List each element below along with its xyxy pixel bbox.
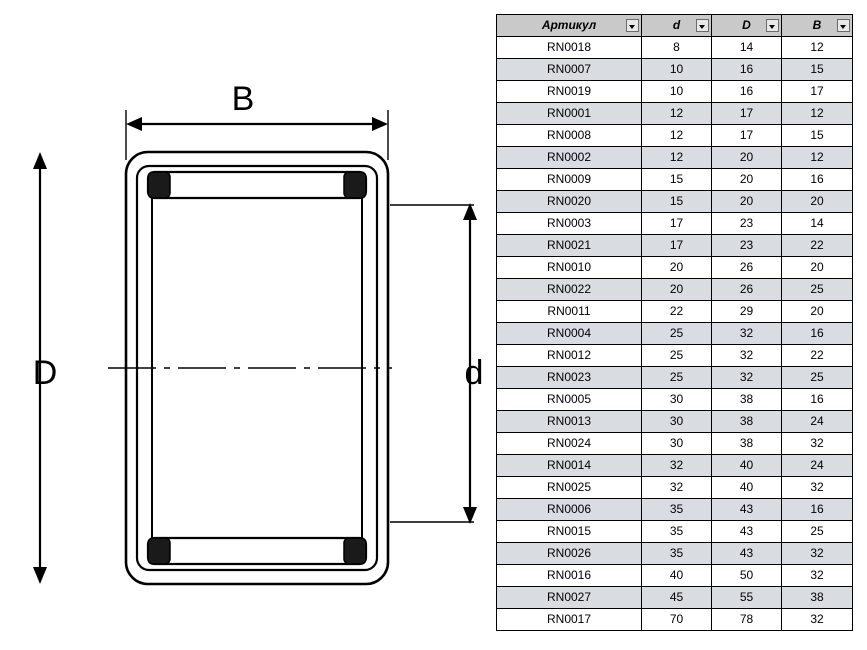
cell-article: RN0015 xyxy=(497,521,642,543)
cell-article: RN0021 xyxy=(497,235,642,257)
table-row[interactable] xyxy=(497,543,853,565)
filter-dropdown-icon-article[interactable] xyxy=(626,19,639,32)
cell-d: 20 xyxy=(642,257,712,279)
cell-B: 32 xyxy=(782,433,853,455)
cell-B: 12 xyxy=(782,37,853,59)
cell-B: 12 xyxy=(782,103,853,125)
column-header-B-label: B xyxy=(812,18,822,32)
cell-B: 25 xyxy=(782,279,853,301)
table-row[interactable] xyxy=(497,213,853,235)
column-header-B[interactable] xyxy=(782,15,853,37)
cell-d: 70 xyxy=(642,609,712,631)
cell-article: RN0017 xyxy=(497,609,642,631)
cell-d: 40 xyxy=(642,565,712,587)
column-header-d-label: d xyxy=(672,18,681,32)
cell-article: RN0002 xyxy=(497,147,642,169)
table-row[interactable] xyxy=(497,169,853,191)
cell-B: 25 xyxy=(782,521,853,543)
cell-article: RN0025 xyxy=(497,477,642,499)
cell-B: 24 xyxy=(782,411,853,433)
table-row[interactable] xyxy=(497,587,853,609)
label-d: d xyxy=(464,354,484,392)
table-row[interactable] xyxy=(497,477,853,499)
table-row[interactable] xyxy=(497,279,853,301)
cell-article: RN0013 xyxy=(497,411,642,433)
cell-article: RN0019 xyxy=(497,81,642,103)
cell-d: 35 xyxy=(642,521,712,543)
cell-D: 16 xyxy=(712,81,782,103)
cell-article: RN0008 xyxy=(497,125,642,147)
cell-article: RN0003 xyxy=(497,213,642,235)
cell-D: 43 xyxy=(712,521,782,543)
cell-B: 16 xyxy=(782,499,853,521)
cell-article: RN0014 xyxy=(497,455,642,477)
roller-bottom-left-end xyxy=(148,538,170,564)
table-row[interactable] xyxy=(497,411,853,433)
cell-d: 20 xyxy=(642,279,712,301)
cell-D: 26 xyxy=(712,257,782,279)
table-row[interactable] xyxy=(497,323,853,345)
table-row[interactable] xyxy=(497,521,853,543)
table-row[interactable] xyxy=(497,257,853,279)
cell-d: 25 xyxy=(642,345,712,367)
cell-d: 15 xyxy=(642,191,712,213)
cell-B: 20 xyxy=(782,301,853,323)
column-header-D[interactable] xyxy=(712,15,782,37)
roller-bottom xyxy=(148,538,366,564)
table-header xyxy=(497,15,853,37)
cell-article: RN0006 xyxy=(497,499,642,521)
label-D: D xyxy=(32,354,58,392)
table-row[interactable] xyxy=(497,455,853,477)
cell-D: 32 xyxy=(712,367,782,389)
table-row[interactable] xyxy=(497,147,853,169)
cell-D: 20 xyxy=(712,169,782,191)
cell-B: 24 xyxy=(782,455,853,477)
cell-B: 25 xyxy=(782,367,853,389)
cell-d: 30 xyxy=(642,389,712,411)
cell-article: RN0027 xyxy=(497,587,642,609)
cell-B: 22 xyxy=(782,345,853,367)
roller-top-left-end xyxy=(148,172,170,198)
cell-B: 14 xyxy=(782,213,853,235)
cell-B: 17 xyxy=(782,81,853,103)
cell-D: 20 xyxy=(712,191,782,213)
cell-B: 32 xyxy=(782,609,853,631)
table-row[interactable] xyxy=(497,125,853,147)
roller-top-right-end xyxy=(344,172,366,198)
spec-table-container xyxy=(496,14,852,631)
cell-D: 78 xyxy=(712,609,782,631)
cell-B: 15 xyxy=(782,125,853,147)
table-row[interactable] xyxy=(497,301,853,323)
filter-dropdown-icon-d[interactable] xyxy=(696,19,709,32)
cell-d: 25 xyxy=(642,367,712,389)
label-B: B xyxy=(231,80,255,118)
cell-d: 15 xyxy=(642,169,712,191)
cell-d: 12 xyxy=(642,103,712,125)
cell-article: RN0007 xyxy=(497,59,642,81)
cell-article: RN0020 xyxy=(497,191,642,213)
cell-d: 35 xyxy=(642,499,712,521)
roller-bottom-right-end xyxy=(344,538,366,564)
cell-d: 17 xyxy=(642,213,712,235)
cell-B: 16 xyxy=(782,389,853,411)
table-row[interactable] xyxy=(497,81,853,103)
cell-article: RN0016 xyxy=(497,565,642,587)
cell-article: RN0024 xyxy=(497,433,642,455)
cell-D: 16 xyxy=(712,59,782,81)
table-header-row xyxy=(497,15,853,37)
cell-d: 10 xyxy=(642,81,712,103)
cell-article: RN0012 xyxy=(497,345,642,367)
table-row[interactable] xyxy=(497,191,853,213)
cell-D: 17 xyxy=(712,103,782,125)
cell-d: 25 xyxy=(642,323,712,345)
cell-D: 40 xyxy=(712,455,782,477)
cell-d: 10 xyxy=(642,59,712,81)
cell-B: 16 xyxy=(782,169,853,191)
cell-article: RN0026 xyxy=(497,543,642,565)
column-header-article[interactable] xyxy=(497,15,642,37)
cell-D: 32 xyxy=(712,323,782,345)
cell-d: 8 xyxy=(642,37,712,59)
column-header-article-label: Артикул xyxy=(541,18,597,32)
table-body xyxy=(497,37,853,631)
cell-D: 38 xyxy=(712,389,782,411)
cell-d: 32 xyxy=(642,477,712,499)
cell-D: 55 xyxy=(712,587,782,609)
table-row[interactable] xyxy=(497,235,853,257)
cell-d: 32 xyxy=(642,455,712,477)
cell-D: 23 xyxy=(712,235,782,257)
b-arrow-left xyxy=(126,117,142,131)
cell-D: 20 xyxy=(712,147,782,169)
column-header-d[interactable] xyxy=(642,15,712,37)
cell-article: RN0010 xyxy=(497,257,642,279)
cell-B: 32 xyxy=(782,565,853,587)
table-row[interactable] xyxy=(497,103,853,125)
cell-D: 14 xyxy=(712,37,782,59)
cell-article: RN0001 xyxy=(497,103,642,125)
b-arrow-right xyxy=(372,117,388,131)
cell-article: RN0018 xyxy=(497,37,642,59)
cell-d: 30 xyxy=(642,433,712,455)
cell-article: RN0022 xyxy=(497,279,642,301)
cell-article: RN0009 xyxy=(497,169,642,191)
cell-D: 40 xyxy=(712,477,782,499)
cell-D: 17 xyxy=(712,125,782,147)
cell-article: RN0004 xyxy=(497,323,642,345)
roller-top xyxy=(148,172,366,198)
table-row[interactable] xyxy=(497,345,853,367)
cell-D: 38 xyxy=(712,433,782,455)
cell-B: 22 xyxy=(782,235,853,257)
cell-B: 20 xyxy=(782,257,853,279)
cell-D: 32 xyxy=(712,345,782,367)
cell-d: 35 xyxy=(642,543,712,565)
cell-B: 32 xyxy=(782,543,853,565)
cell-d: 22 xyxy=(642,301,712,323)
cell-B: 12 xyxy=(782,147,853,169)
spec-table xyxy=(496,14,853,631)
cell-D: 23 xyxy=(712,213,782,235)
cell-D: 43 xyxy=(712,543,782,565)
cell-B: 15 xyxy=(782,59,853,81)
cell-article: RN0023 xyxy=(497,367,642,389)
filter-dropdown-icon-B[interactable] xyxy=(837,19,850,32)
column-header-D-label: D xyxy=(742,18,751,32)
table-row[interactable] xyxy=(497,59,853,81)
table-row[interactable] xyxy=(497,609,853,631)
filter-dropdown-icon-D[interactable] xyxy=(766,19,779,32)
cell-article: RN0005 xyxy=(497,389,642,411)
table-row[interactable] xyxy=(497,433,853,455)
cell-D: 38 xyxy=(712,411,782,433)
table-row[interactable] xyxy=(497,367,853,389)
table-row[interactable] xyxy=(497,565,853,587)
table-row[interactable] xyxy=(497,37,853,59)
table-row[interactable] xyxy=(497,499,853,521)
cell-B: 38 xyxy=(782,587,853,609)
table-row[interactable] xyxy=(497,389,853,411)
cell-d: 12 xyxy=(642,147,712,169)
cell-d: 45 xyxy=(642,587,712,609)
cell-d: 17 xyxy=(642,235,712,257)
cell-B: 32 xyxy=(782,477,853,499)
cell-D: 29 xyxy=(712,301,782,323)
cell-d: 30 xyxy=(642,411,712,433)
cell-D: 43 xyxy=(712,499,782,521)
cell-D: 26 xyxy=(712,279,782,301)
cell-d: 12 xyxy=(642,125,712,147)
cell-B: 20 xyxy=(782,191,853,213)
cell-D: 50 xyxy=(712,565,782,587)
cell-B: 16 xyxy=(782,323,853,345)
cell-article: RN0011 xyxy=(497,301,642,323)
